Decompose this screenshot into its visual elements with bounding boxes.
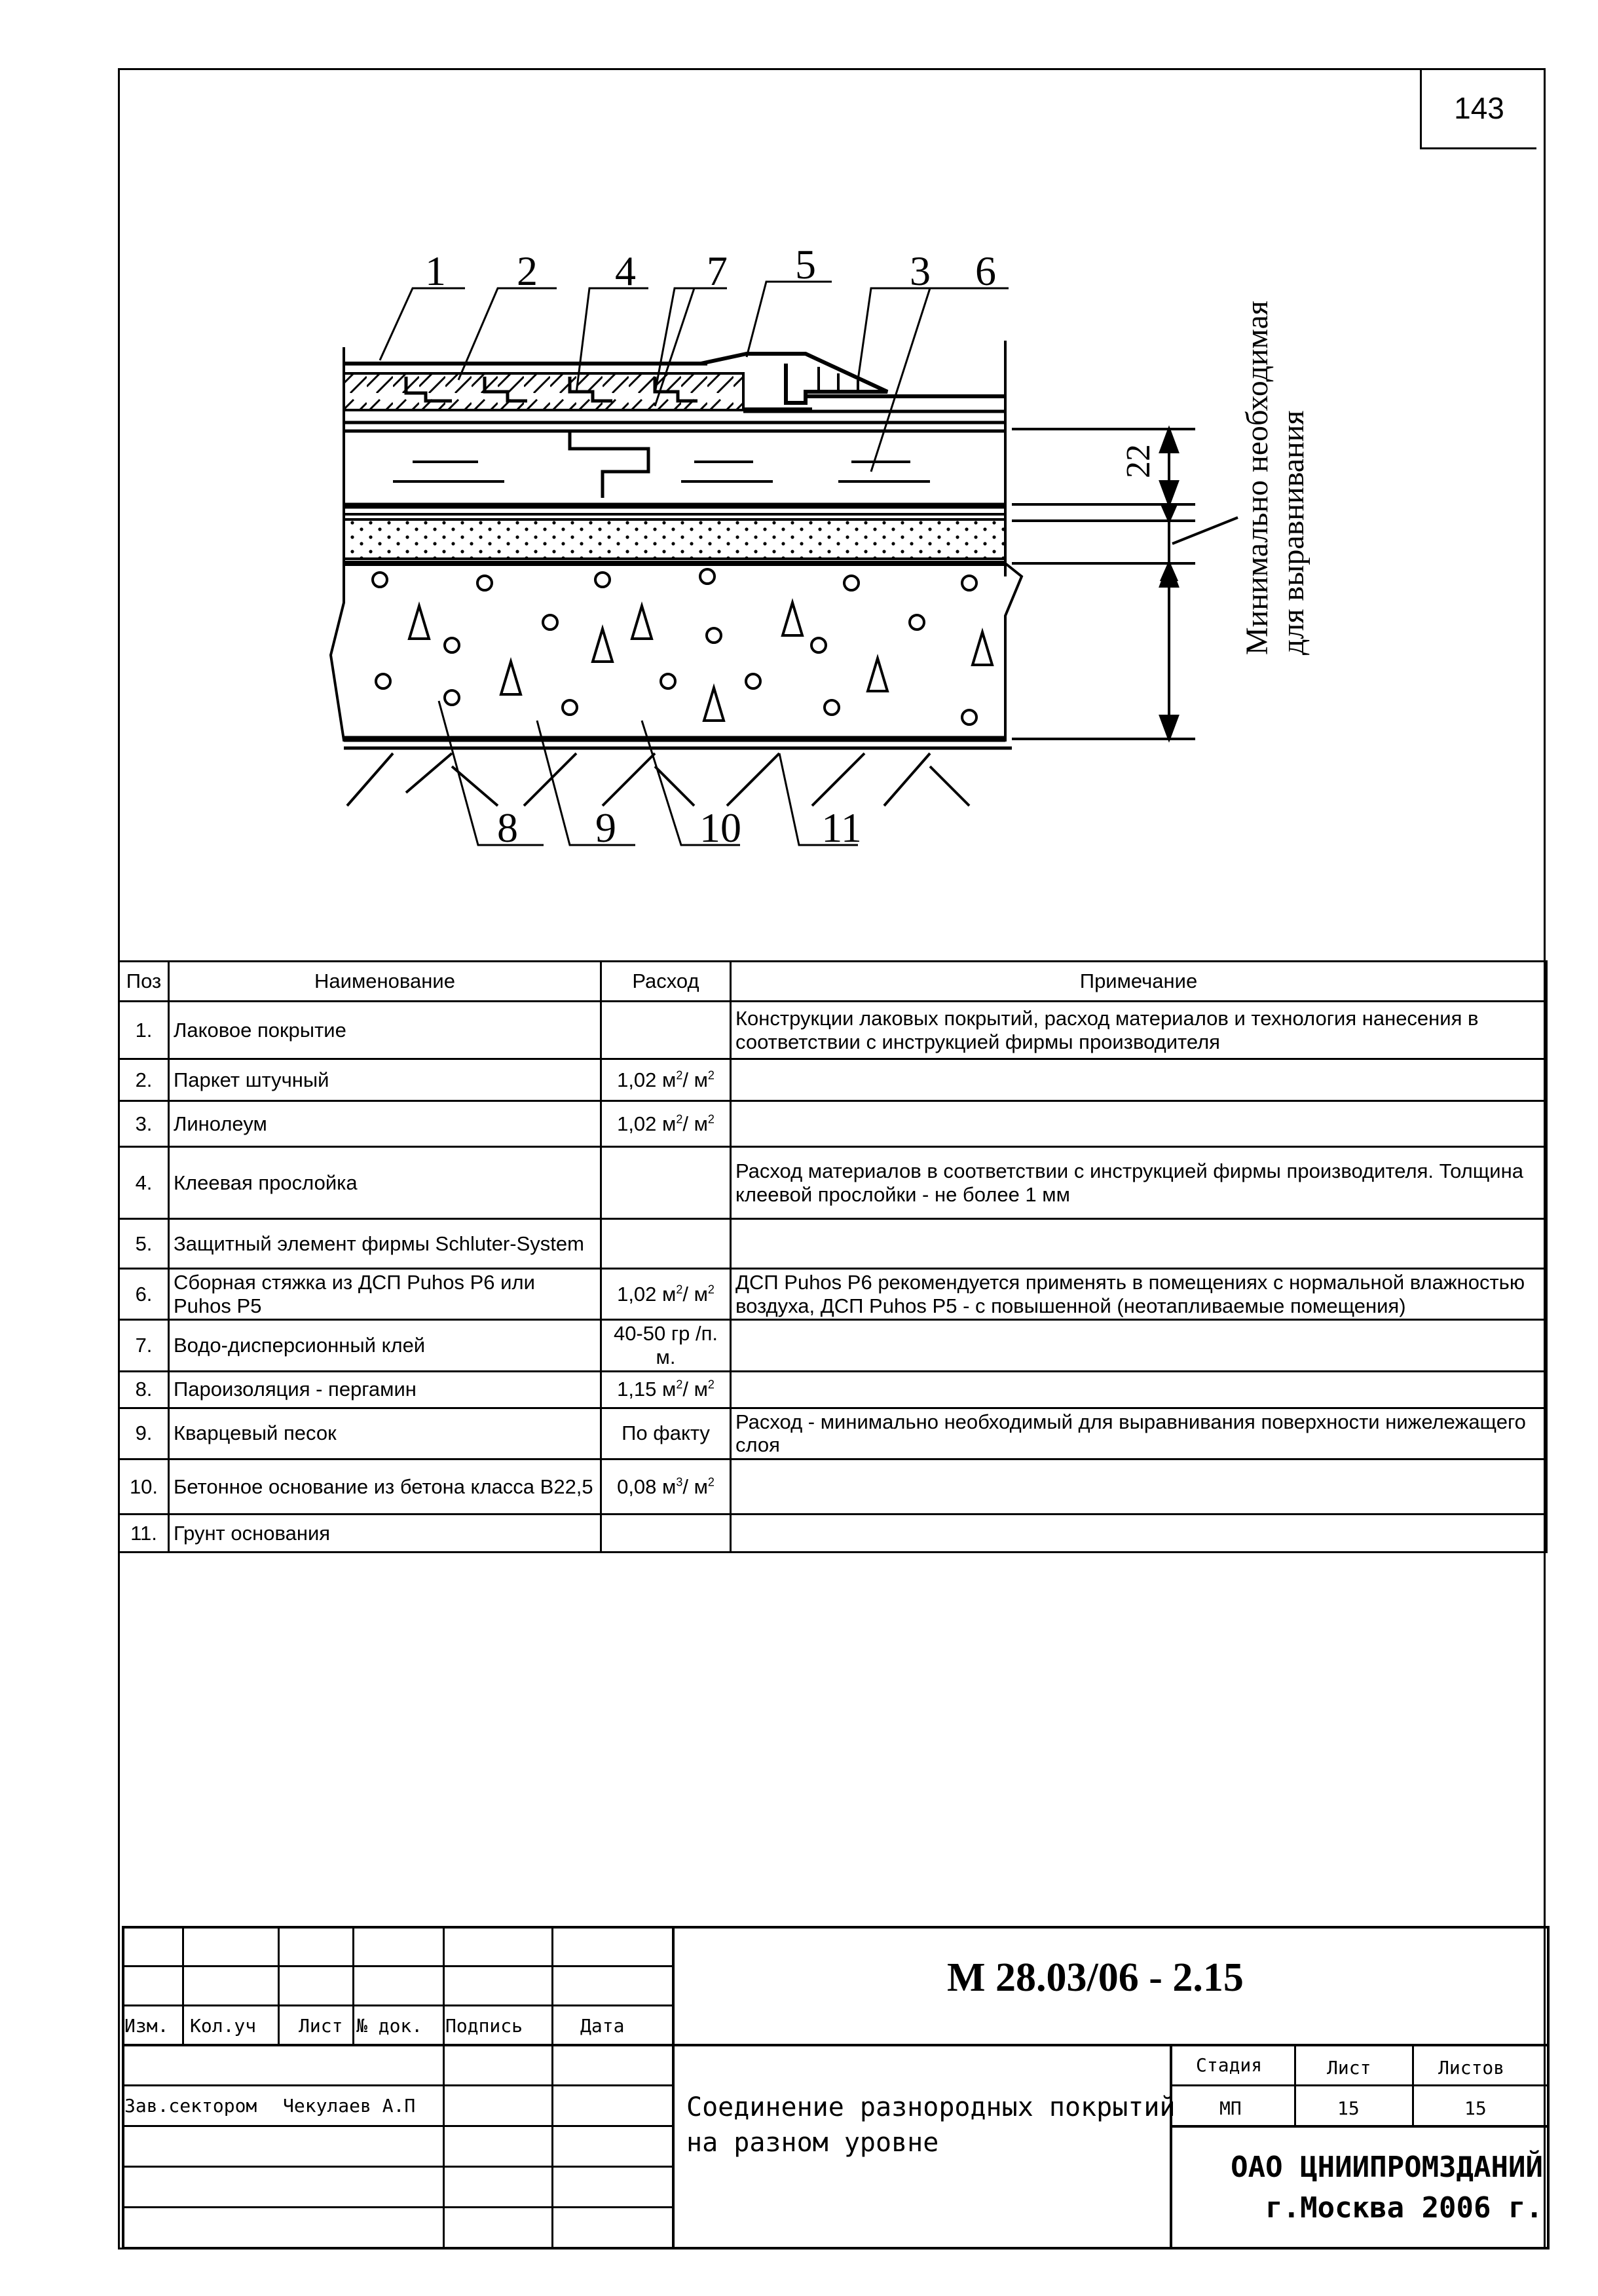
person-name: Чекулаев А.П [283, 2095, 416, 2117]
row-name: Бетонное основание из бетона класса В22,5 [169, 1459, 601, 1514]
section-drawing [0, 0, 1598, 950]
row-name: Клеевая прослойка [169, 1147, 601, 1219]
title-block [122, 1926, 1550, 2249]
sheets-label: Листов [1438, 2057, 1505, 2079]
row-rate: 0,08 $м^3/$ $м^2$ [601, 1459, 731, 1514]
row-rate [601, 1514, 731, 1552]
header-rate: Расход [601, 962, 731, 1002]
row-pos: 6. [119, 1269, 169, 1320]
row-rate: 1,02 $м^2/$ $м^2$ [601, 1269, 731, 1320]
callout-8: 8 [497, 804, 518, 851]
row-name: Кварцевый песок [169, 1408, 601, 1459]
row-note [731, 1059, 1547, 1101]
table-row [119, 1320, 1547, 1371]
row-pos: 5. [119, 1219, 169, 1269]
row-name: Лаковое покрытие [169, 1002, 601, 1059]
row-pos: 8. [119, 1371, 169, 1408]
row-name: Пароизоляция - пергамин [169, 1371, 601, 1408]
table-row [119, 1514, 1547, 1552]
table-row [119, 1101, 1547, 1147]
row-name: Паркет штучный [169, 1059, 601, 1101]
col-label-list: Лист [299, 2015, 343, 2037]
row-name: Водо-дисперсионный клей [169, 1320, 601, 1371]
table-row [119, 1459, 1547, 1514]
callout-11: 11 [821, 804, 862, 851]
dimension-22: 22 [1120, 444, 1157, 478]
table-row [119, 1408, 1547, 1459]
side-note-line2: для выравнивания [1276, 410, 1310, 655]
spec-table [118, 960, 1548, 1553]
callout-4: 4 [615, 248, 636, 294]
sheets-value: 15 [1464, 2098, 1487, 2119]
row-name: Грунт основания [169, 1514, 601, 1552]
row-note: Расход - минимально необходимый для выравнивания поверхности нижележащего слоя [731, 1408, 1547, 1459]
callout-9: 9 [595, 804, 616, 851]
row-pos: 4. [119, 1147, 169, 1219]
row-rate: 1,02 $м^2/$ $м^2$ [601, 1101, 731, 1147]
row-pos: 9. [119, 1408, 169, 1459]
col-label-kol: Кол.уч [190, 2015, 257, 2037]
row-pos: 10. [119, 1459, 169, 1514]
col-label-sign: Подпись [445, 2015, 523, 2037]
page-number: 143 [1420, 68, 1536, 149]
header-note: Примечание [731, 962, 1547, 1002]
drawing-title: Соединение разнородных покрытий на разном уровне [686, 2092, 1176, 2158]
callout-7: 7 [707, 248, 728, 294]
table-row [119, 1002, 1547, 1059]
table-row [119, 1371, 1547, 1408]
callout-5: 5 [795, 241, 816, 288]
row-rate [601, 1219, 731, 1269]
row-name: Защитный элемент фирмы Schluter-System [169, 1219, 601, 1269]
table-row [119, 1147, 1547, 1219]
row-note: Конструкции лаковых покрытий, расход материалов и технология нанесения в соответствии с инструкцией фирмы производителя [731, 1002, 1547, 1059]
row-rate: 1,02 $м^2/$ $м^2$ [601, 1059, 731, 1101]
callout-6: 6 [975, 248, 996, 294]
header-name: Наименование [169, 962, 601, 1002]
row-pos: 3. [119, 1101, 169, 1147]
row-note [731, 1101, 1547, 1147]
sheet-label: Лист [1327, 2057, 1371, 2079]
table-row [119, 1269, 1547, 1320]
row-note [731, 1371, 1547, 1408]
row-rate: По факту [601, 1408, 731, 1459]
row-rate [601, 1147, 731, 1219]
side-note-line1: Минимально необходимая [1240, 301, 1274, 655]
row-rate: 1,15 $м^2/$ $м^2$ [601, 1371, 731, 1408]
position-label: Зав.сектором [124, 2095, 257, 2117]
row-note: Расход материалов в соответствии с инструкцией фирмы производителя. Толщина клеевой прослойки - не более 1 мм [731, 1147, 1547, 1219]
row-note [731, 1459, 1547, 1514]
row-name: Линолеум [169, 1101, 601, 1147]
col-label-date: Дата [580, 2015, 625, 2037]
stage-label: Стадия [1196, 2054, 1263, 2076]
document-code: М 28.03/06 - 2.15 [947, 1955, 1244, 2000]
table-row [119, 1059, 1547, 1101]
callout-2: 2 [517, 248, 538, 294]
row-note: ДСП Puhos P6 рекомендуется применять в помещениях с нормальной влажностью воздуха, ДСП Puhos P5 - с повышенной (неотапливаемые помещения) [731, 1269, 1547, 1320]
sheet-value: 15 [1337, 2098, 1360, 2119]
organization: ОАО ЦНИИПРОМЗДАНИЙ г.Москва 2006 г. [1231, 2151, 1543, 2225]
row-rate [601, 1002, 731, 1059]
stage-value: МП [1219, 2098, 1242, 2119]
row-pos: 11. [119, 1514, 169, 1552]
row-pos: 2. [119, 1059, 169, 1101]
callout-10: 10 [699, 804, 741, 851]
col-label-izm: Изм. [124, 2015, 169, 2037]
table-header-row [119, 962, 1547, 1002]
row-note [731, 1219, 1547, 1269]
header-pos: Поз [119, 962, 169, 1002]
row-rate: 40-50 гр /п. м. [601, 1320, 731, 1371]
callout-1: 1 [425, 248, 446, 294]
row-name: Сборная стяжка из ДСП Puhos P6 или Puhos P5 [169, 1269, 601, 1320]
col-label-doc: № док. [356, 2015, 423, 2037]
row-note [731, 1514, 1547, 1552]
table-row [119, 1219, 1547, 1269]
row-pos: 1. [119, 1002, 169, 1059]
callout-3: 3 [910, 248, 931, 294]
row-pos: 7. [119, 1320, 169, 1371]
row-note [731, 1320, 1547, 1371]
